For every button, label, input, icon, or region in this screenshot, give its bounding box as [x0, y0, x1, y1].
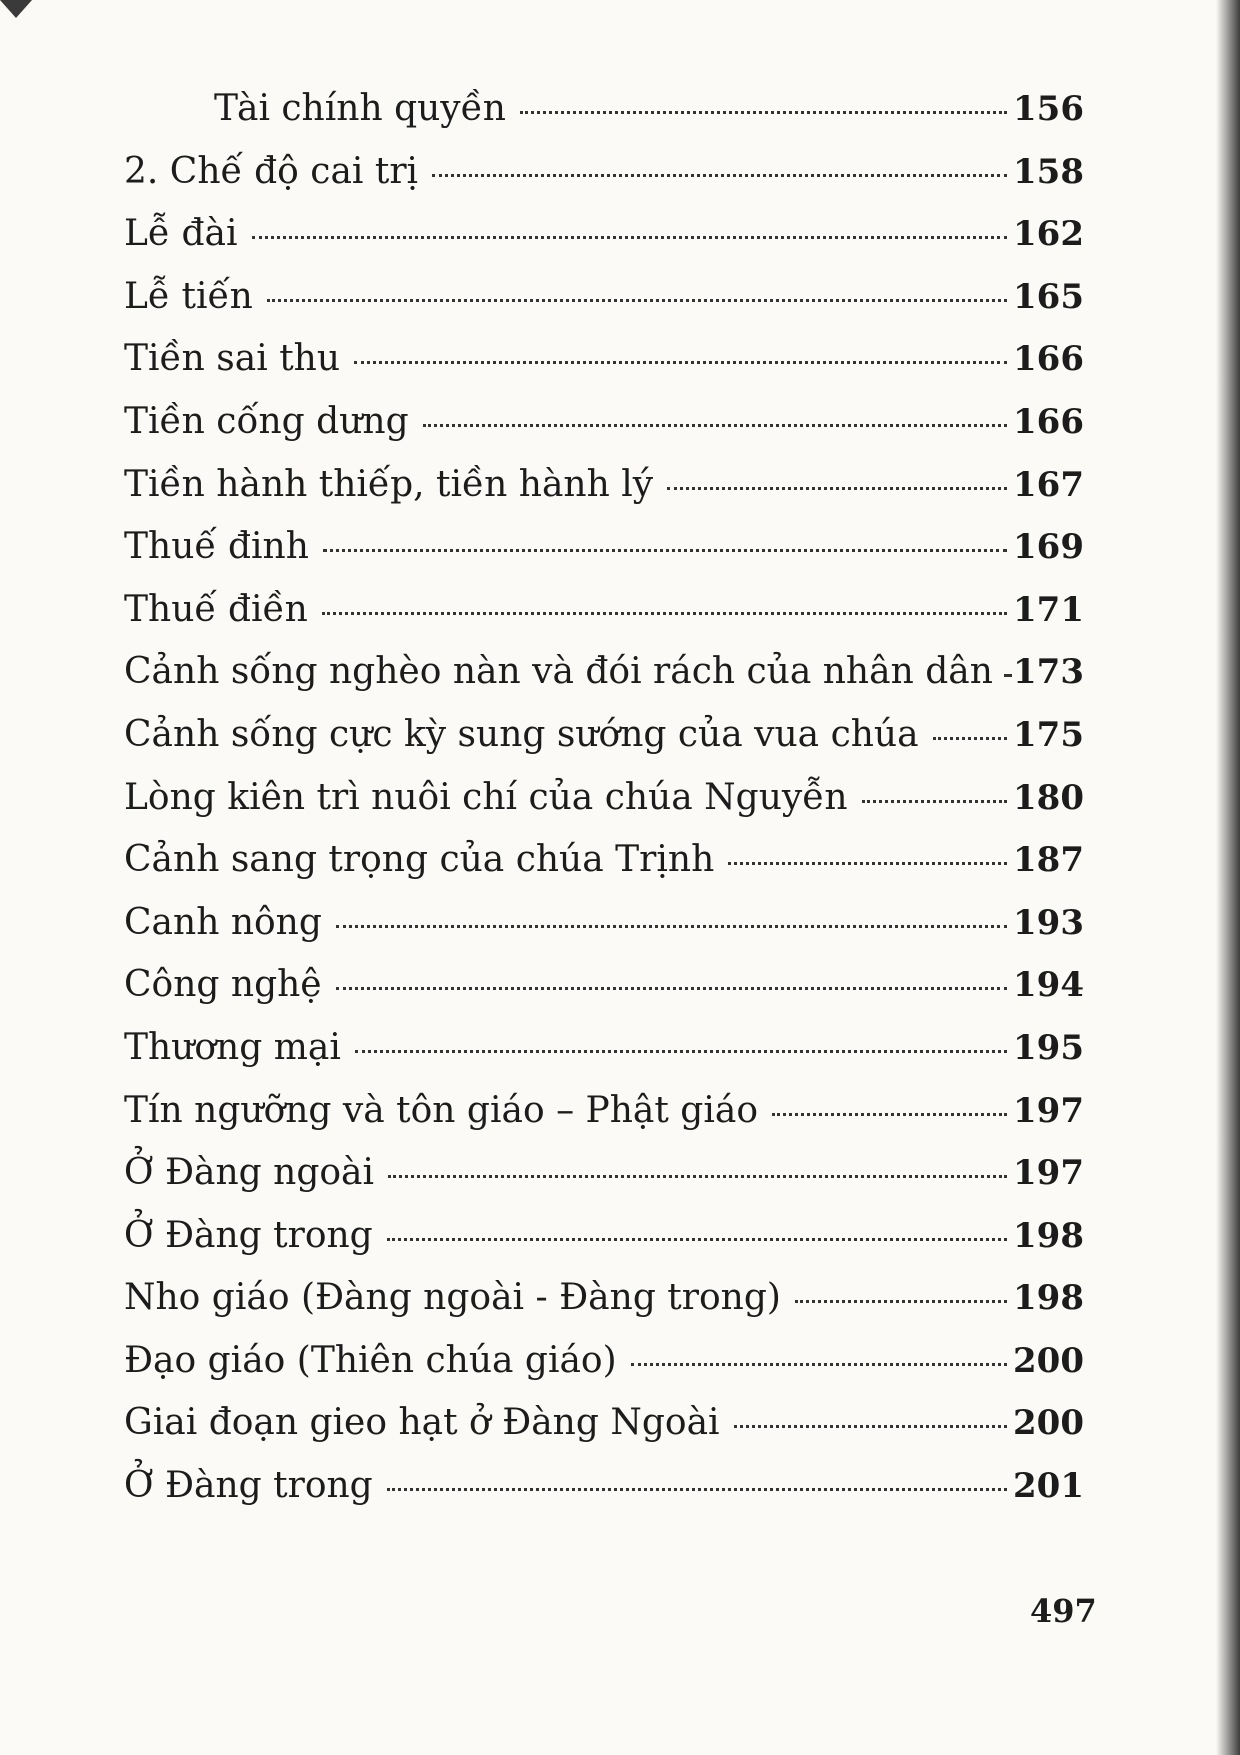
- toc-dot-leader: [432, 174, 1007, 177]
- toc-dot-leader: [387, 1238, 1007, 1241]
- table-of-contents: [124, 88, 1084, 1528]
- toc-entry-page: 173: [1013, 652, 1084, 693]
- page-number: 497: [1030, 1592, 1097, 1630]
- toc-entry-page: 200: [1013, 1340, 1084, 1381]
- toc-entry-title: Cảnh sống nghèo nàn và đói rách của nhân dân: [124, 651, 993, 693]
- toc-entry-title: Canh nông: [124, 901, 322, 943]
- toc-dot-leader: [728, 862, 1007, 865]
- toc-entry-title: Thuế đinh: [124, 526, 309, 568]
- page-edge-shadow: [1216, 0, 1240, 1755]
- toc-entry-title: Tài chính quyền: [214, 88, 506, 129]
- toc-entry-page: 194: [1013, 965, 1084, 1006]
- toc-dot-leader: [734, 1425, 1007, 1428]
- toc-entry-title: Đạo giáo (Thiên chúa giáo): [124, 1339, 617, 1381]
- toc-entry: [124, 88, 1084, 151]
- toc-dot-leader: [862, 800, 1007, 803]
- toc-entry-page: 195: [1013, 1027, 1084, 1068]
- toc-entry-title: Ở Đàng trong: [124, 1465, 373, 1507]
- toc-entry: [124, 464, 1084, 527]
- toc-entry: [124, 1340, 1084, 1403]
- toc-entry-page: 197: [1013, 1090, 1084, 1131]
- toc-entry-page: 169: [1013, 527, 1084, 568]
- toc-entry-title: Lễ đài: [124, 213, 238, 255]
- toc-entry: [124, 401, 1084, 464]
- toc-entry-page: 197: [1013, 1153, 1084, 1194]
- toc-entry-title: Giai đoạn gieo hạt ở Đàng Ngoài: [124, 1402, 720, 1444]
- toc-entry-page: 156: [1013, 89, 1084, 129]
- toc-entry: [124, 839, 1084, 902]
- toc-entry-title: Tín ngưỡng và tôn giáo – Phật giáo: [124, 1089, 758, 1131]
- toc-entry-page: 162: [1013, 214, 1084, 255]
- toc-dot-leader: [423, 424, 1007, 427]
- toc-entry-page: 193: [1013, 902, 1084, 943]
- toc-entry-page: 175: [1013, 714, 1084, 755]
- toc-entry-page: 198: [1013, 1215, 1084, 1256]
- toc-entry-page: 158: [1013, 151, 1084, 192]
- toc-entry: [124, 1465, 1084, 1528]
- toc-entry: [124, 714, 1084, 777]
- toc-entry-title: Tiền sai thu: [124, 338, 341, 380]
- toc-entry-title: 2. Chế độ cai trị: [124, 150, 419, 192]
- toc-entry-title: Tiền hành thiếp, tiền hành lý: [124, 463, 654, 505]
- toc-entry-title: Lòng kiên trì nuôi chí của chúa Nguyễn: [124, 776, 848, 818]
- corner-fold-mark: [0, 0, 32, 18]
- toc-entry-page: 171: [1013, 589, 1084, 630]
- toc-entry: [124, 1215, 1084, 1278]
- toc-entry: [124, 589, 1084, 652]
- toc-dot-leader: [933, 737, 1007, 740]
- toc-entry: [124, 1027, 1084, 1090]
- toc-entry: [124, 1090, 1084, 1153]
- toc-entry: [124, 777, 1084, 840]
- toc-entry-title: Cảnh sang trọng của chúa Trịnh: [124, 839, 715, 881]
- toc-entry-title: Cảnh sống cực kỳ sung sướng của vua chúa: [124, 713, 919, 755]
- toc-entry-page: 198: [1013, 1278, 1084, 1319]
- toc-dot-leader: [267, 299, 1007, 302]
- toc-entry: [124, 213, 1084, 276]
- toc-dot-leader: [772, 1113, 1007, 1116]
- toc-entry: [124, 902, 1084, 965]
- toc-entry-title: Lễ tiến: [124, 275, 253, 317]
- toc-entry: [124, 964, 1084, 1027]
- toc-entry-page: 165: [1013, 276, 1084, 317]
- toc-entry-page: 167: [1013, 464, 1084, 505]
- toc-dot-leader: [667, 487, 1007, 490]
- toc-dot-leader: [355, 1050, 1007, 1053]
- toc-entry-title: Nho giáo (Đàng ngoài - Đàng trong): [124, 1277, 781, 1319]
- toc-entry-page: 166: [1013, 339, 1084, 380]
- toc-entry: [124, 1402, 1084, 1465]
- toc-dot-leader: [387, 1488, 1007, 1491]
- toc-entry-page: 200: [1013, 1403, 1084, 1444]
- toc-dot-leader: [388, 1175, 1007, 1178]
- toc-entry-page: 187: [1013, 840, 1084, 881]
- toc-entry-title: Ở Đàng ngoài: [124, 1152, 375, 1194]
- toc-entry: [124, 276, 1084, 339]
- toc-entry-page: 180: [1013, 777, 1084, 818]
- toc-entry: [124, 651, 1084, 714]
- toc-dot-leader: [336, 987, 1007, 990]
- toc-entry-title: Thương mại: [124, 1026, 341, 1068]
- toc-entry-title: Ở Đàng trong: [124, 1214, 373, 1256]
- toc-dot-leader: [323, 549, 1007, 552]
- toc-entry-title: Tiền cống dưng: [124, 400, 409, 442]
- toc-dot-leader: [252, 236, 1007, 239]
- toc-dot-leader: [322, 612, 1007, 615]
- toc-entry: [124, 1152, 1084, 1215]
- toc-entry: [124, 1277, 1084, 1340]
- toc-dot-leader: [631, 1363, 1007, 1366]
- toc-dot-leader: [354, 361, 1007, 364]
- toc-dot-leader: [336, 925, 1007, 928]
- toc-dot-leader: [795, 1300, 1007, 1303]
- toc-entry: [124, 526, 1084, 589]
- toc-entry-page: 201: [1013, 1466, 1084, 1507]
- toc-entry-page: 166: [1013, 401, 1084, 442]
- toc-entry: [124, 151, 1084, 214]
- toc-entry-title: Công nghệ: [124, 964, 322, 1006]
- toc-entry: [124, 338, 1084, 401]
- toc-dot-leader: [520, 111, 1007, 114]
- toc-entry-title: Thuế điền: [124, 588, 308, 630]
